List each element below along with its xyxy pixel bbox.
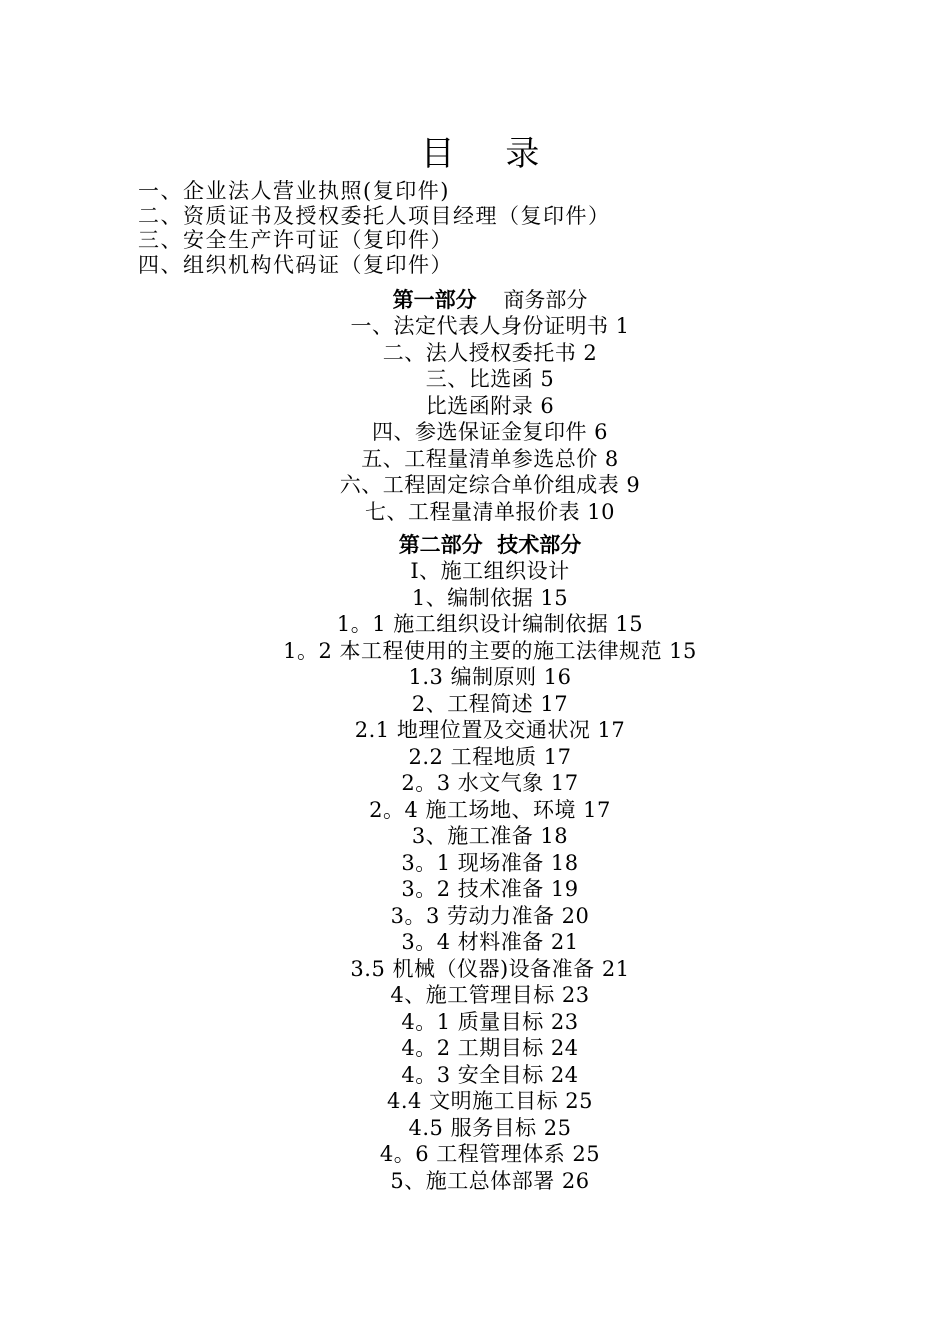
toc-entry: 4.4 文明施工目标 25 <box>387 1089 593 1113</box>
toc-entry: 五、工程量清单参选总价 8 <box>361 446 619 471</box>
toc-entry: 4。1 质量目标 23 <box>401 1009 579 1034</box>
toc-entry: 1、编制依据 15 <box>411 585 569 610</box>
toc-entry: 3。2 技术准备 19 <box>401 877 579 901</box>
toc-entry: 3.5 机械（仪器)设备准备 21 <box>350 956 630 981</box>
toc-entry: 1.3 编制原则 16 <box>408 665 572 689</box>
part1-section <box>0 287 950 525</box>
certificate-item: 四、组织机构代码证（复印件） <box>138 253 453 278</box>
certificate-item: 二、资质证书及授权委托人项目经理（复印件） <box>138 203 611 228</box>
part2-heading <box>0 532 950 558</box>
toc-entry: 2.1 地理位置及交通状况 17 <box>354 718 626 742</box>
toc-entry: 七、工程量清单报价表 10 <box>365 499 615 524</box>
toc-entry: 3、施工准备 18 <box>411 824 569 848</box>
part2-heading-label: 第二部分 技术部分 <box>398 533 582 557</box>
part1-heading-label: 第一部分 <box>392 288 477 312</box>
toc-entry: 4、施工管理目标 23 <box>390 983 590 1007</box>
toc-entry: 三、比选函 5 <box>425 367 555 391</box>
toc-entry: Ⅰ、施工组织设计 <box>410 559 570 583</box>
toc-entry: 1。1 施工组织设计编制依据 15 <box>336 612 644 636</box>
toc-entry: 比选函附录 6 <box>425 393 555 418</box>
toc-entry: 四、参选保证金复印件 6 <box>371 420 609 444</box>
toc-entry: 4。3 安全目标 24 <box>401 1062 579 1087</box>
toc-entry: 4。2 工期目标 24 <box>401 1036 579 1060</box>
certificate-item: 一、企业法人营业执照(复印件) <box>138 179 450 203</box>
toc-entry: 一、法定代表人身份证明书 1 <box>350 314 630 338</box>
toc-entry: 六、工程固定综合单价组成表 9 <box>339 473 641 497</box>
toc-entry: 4.5 服务目标 25 <box>408 1115 572 1140</box>
toc-entry: 2。3 水文气象 17 <box>401 771 579 795</box>
toc-entry: 3。3 劳动力准备 20 <box>390 903 590 928</box>
part1-heading-title: 商务部分 <box>503 288 588 312</box>
toc-entry: 1。2 本工程使用的主要的施工法律规范 15 <box>283 638 697 663</box>
toc-entry: 2、工程简述 17 <box>411 691 569 716</box>
toc-entry: 4。6 工程管理体系 25 <box>379 1142 601 1166</box>
page-title: 目 录 <box>420 134 560 174</box>
toc-entry: 5、施工总体部署 26 <box>390 1168 590 1193</box>
toc-entry: 2。4 施工场地、环境 17 <box>369 797 611 822</box>
certificate-list <box>138 179 611 278</box>
certificate-item: 三、安全生产许可证（复印件） <box>138 228 453 253</box>
part2-section <box>0 532 950 1194</box>
toc-entry: 2.2 工程地质 17 <box>408 744 572 769</box>
part1-heading <box>0 287 950 313</box>
toc-entry: 3。4 材料准备 21 <box>401 930 579 954</box>
toc-entry: 3。1 现场准备 18 <box>401 850 579 875</box>
toc-entry: 二、法人授权委托书 2 <box>382 340 598 365</box>
